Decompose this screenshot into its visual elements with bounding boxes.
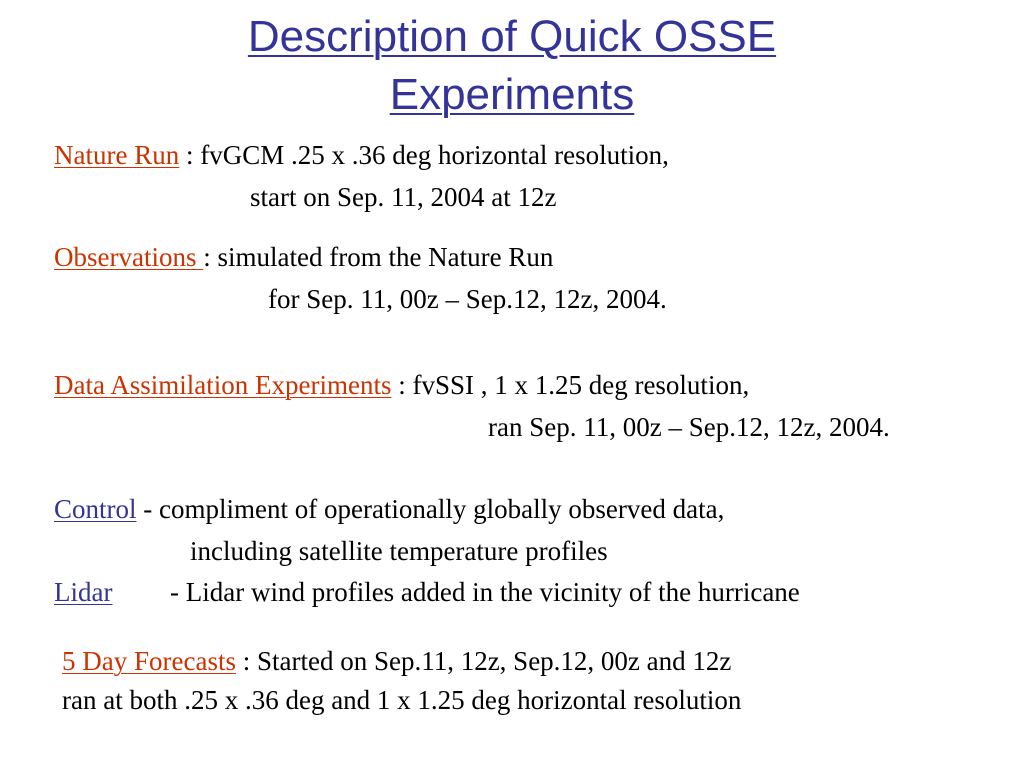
control-description: - compliment of operationally globally observed data,: [136, 494, 725, 524]
slide-title-line-1: Description of Quick OSSE: [247, 12, 777, 61]
nature-run-description: : fvGCM .25 x .36 deg horizontal resolution,: [179, 140, 669, 170]
data-assimilation-description: : fvSSI , 1 x 1.25 deg resolution,: [391, 370, 750, 400]
forecasts-description: : Started on Sep.11, 12z, Sep.12, 00z and 12z: [235, 646, 732, 676]
control-line-2: including satellite temperature profiles: [190, 536, 608, 566]
forecasts-label: 5 Day Forecasts: [62, 646, 236, 676]
observations-line-2: for Sep. 11, 00z – Sep.12, 12z, 2004.: [268, 284, 667, 314]
nature-run-line-1: [54, 139, 669, 171]
observations-line-1: [54, 241, 553, 273]
nature-run-label: Nature Run: [54, 140, 180, 170]
forecasts-line-2: ran at both .25 x .36 deg and 1 x 1.25 deg horizontal resolution: [62, 685, 742, 715]
lidar-label: Lidar: [54, 577, 113, 607]
slide-title: [0, 8, 1024, 124]
lidar-line: [54, 576, 112, 608]
data-assimilation-label: Data Assimilation Experiments: [54, 370, 392, 400]
forecasts-line-1: [62, 645, 731, 677]
data-assimilation-line-1: [54, 369, 749, 401]
slide-title-line-2: Experiments: [389, 70, 635, 119]
lidar-description: - Lidar wind profiles added in the vicinity of the hurricane: [170, 577, 800, 607]
observations-label: Observations: [54, 242, 204, 272]
nature-run-line-2: start on Sep. 11, 2004 at 12z: [250, 182, 557, 212]
data-assimilation-line-2: ran Sep. 11, 00z – Sep.12, 12z, 2004.: [488, 412, 890, 442]
observations-description: : simulated from the Nature Run: [203, 242, 554, 272]
control-line-1: [54, 493, 724, 525]
control-label: Control: [54, 494, 137, 524]
